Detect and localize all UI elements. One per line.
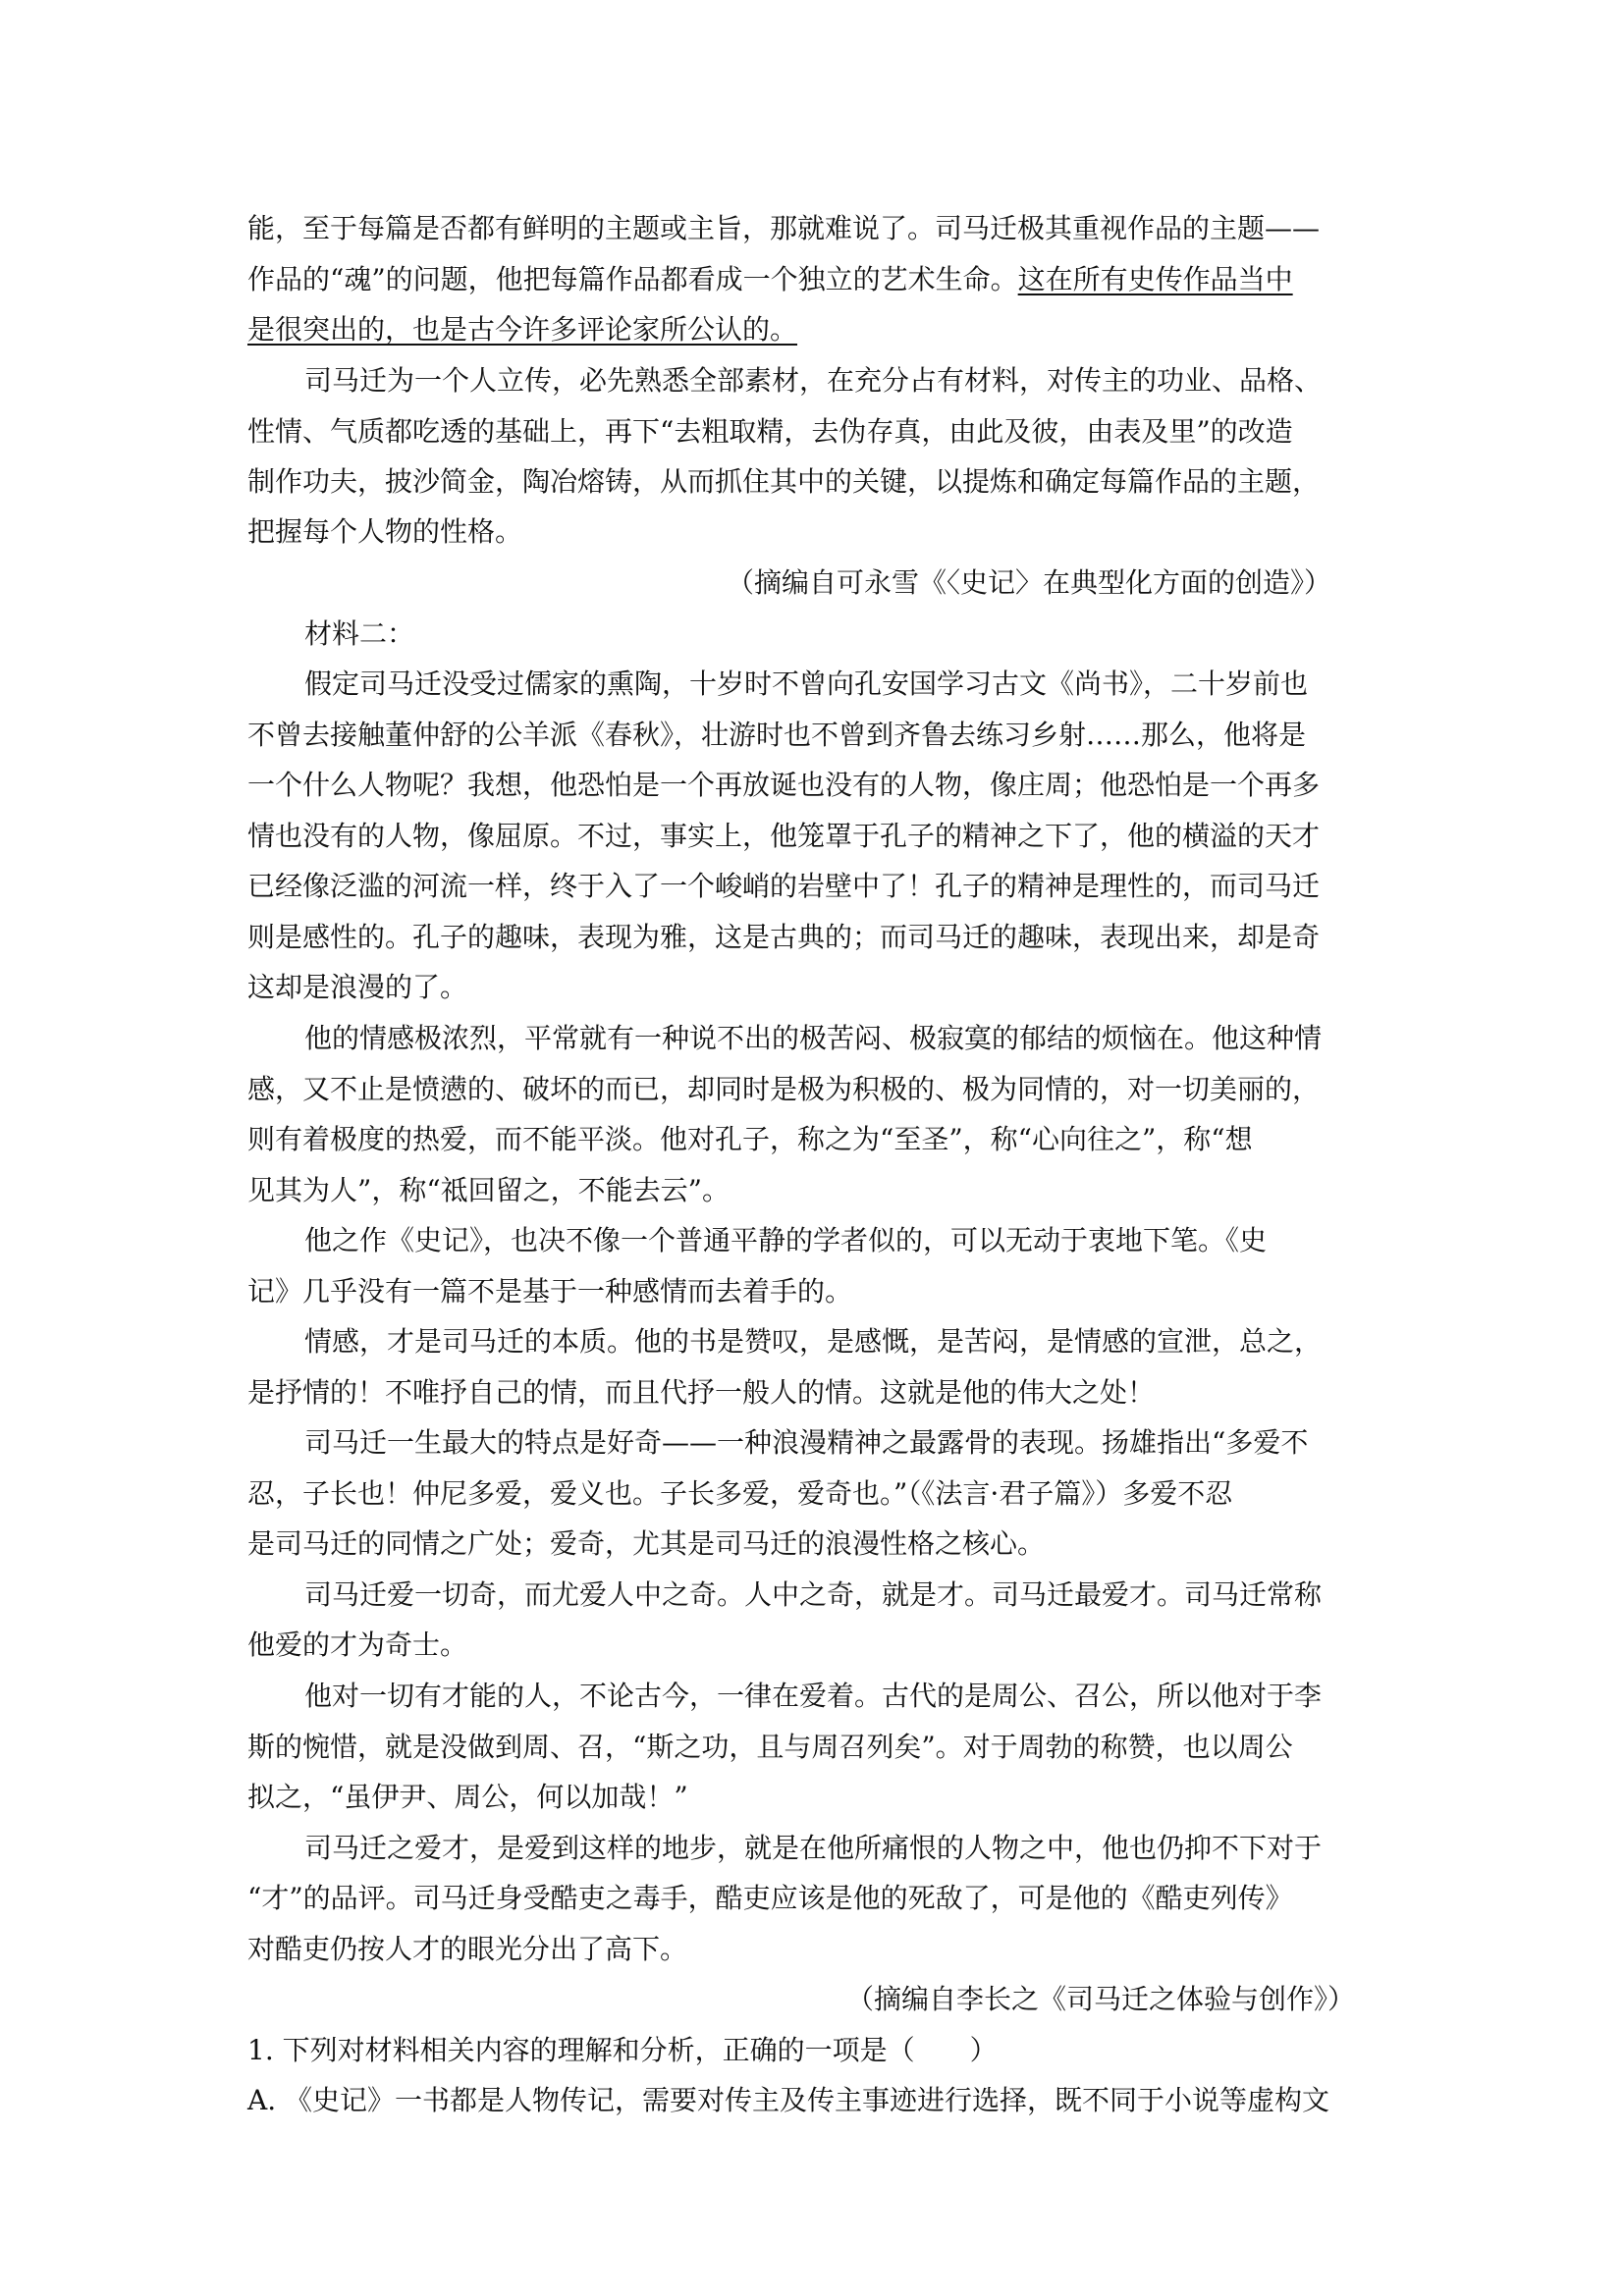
- text-line: 拟之，“虽伊尹、周公，何以加哉！”: [247, 1781, 688, 1813]
- text-line: 则有着极度的热爱，而不能平淡。他对孔子，称之为“至圣”，称“心向往之”，称“想: [247, 1123, 1253, 1155]
- text-line: 假定司马迁没受过儒家的熏陶，十岁时不曾向孔安国学习古文《尚书》，二十岁前也: [304, 667, 1309, 700]
- text-line: 不曾去接触董仲舒的公羊派《春秋》，壮游时也不曾到齐鲁去练习乡射……那么，他将是: [247, 719, 1307, 751]
- text-line: 斯的惋惜，就是没做到周、召，“斯之功，且与周召列矣”。对于周勃的称赞，也以周公: [247, 1731, 1293, 1763]
- text-line: 则是感性的。孔子的趣味，表现为雅，这是古典的；而司马迁的趣味，表现出来，却是奇: [247, 921, 1321, 953]
- text-line: 是抒情的！不唯抒自己的情，而且代抒一般人的情。这就是他的伟大之处！: [247, 1376, 1156, 1409]
- text-line: 这却是浪漫的了。: [247, 971, 468, 1003]
- source-citation: （摘编自可永雪《〈史记〉在典型化方面的创造》）: [727, 566, 1332, 599]
- text-line: 一个什么人物呢？我想，他恐怕是一个再放诞也没有的人物，像庄周；他恐怕是一个再多: [247, 769, 1321, 801]
- text-line: 司马迁一生最大的特点是好奇——一种浪漫精神之最露骨的表现。扬雄指出“多爱不: [304, 1426, 1309, 1459]
- text-line: 制作功夫，披沙简金，陶冶熔铸，从而抓住其中的关键，以提炼和确定每篇作品的主题，: [247, 465, 1321, 498]
- underlined-text-line: 是很突出的，也是古今许多评论家所公认的。: [247, 313, 798, 346]
- answer-option-a: A. 《史记》一书都是人物传记，需要对传主及传主事迹进行选择，既不同于小说等虚构文: [247, 2084, 1330, 2116]
- text-line: 见其为人”，称“祗回留之，不能去云”。: [247, 1174, 730, 1206]
- text-line: 司马迁为一个人立传，必先熟悉全部素材，在充分占有材料，对传主的功业、品格、: [304, 364, 1323, 397]
- section-heading: 材料二：: [304, 617, 415, 650]
- text-line: 对酷吏仍按人才的眼光分出了高下。: [247, 1933, 688, 1965]
- text-line: 感，又不止是愤懑的、破坏的而已，却同时是极为积极的、极为同情的，对一切美丽的，: [247, 1073, 1321, 1105]
- text-line: 性情、气质都吃透的基础上，再下“去粗取精，去伪存真，由此及彼，由表及里”的改造: [247, 415, 1293, 448]
- text-line: 忍，子长也！仲尼多爱，爱义也。子长多爱，爱奇也。”（《法言·君子篇》）多爱不忍: [247, 1477, 1233, 1510]
- text-line: 已经像泛滥的河流一样，终于入了一个峻峭的岩壁中了！孔子的精神是理性的，而司马迁: [247, 870, 1321, 902]
- text-line: 把握每个人物的性格。: [247, 515, 523, 548]
- text-line: 他爱的才为奇士。: [247, 1629, 468, 1661]
- text-line: 他对一切有才能的人，不论古今，一律在爱着。古代的是周公、召公，所以他对于李: [304, 1680, 1323, 1712]
- text-line: 司马迁爱一切奇，而尤爱人中之奇。人中之奇，就是才。司马迁最爱才。司马迁常称: [304, 1578, 1323, 1611]
- text-line: 是司马迁的同情之广处；爱奇，尤其是司马迁的浪漫性格之核心。: [247, 1527, 1046, 1560]
- text-line: “才”的品评。司马迁身受酷吏之毒手，酷吏应该是他的死敌了，可是他的《酷吏列传》: [247, 1882, 1293, 1914]
- text-line: [247, 260, 1293, 299]
- text-line: 能，至于每篇是否都有鲜明的主题或主旨，那就难说了。司马迁极其重视作品的主题——: [247, 212, 1321, 244]
- text-line: 情也没有的人物，像屈原。不过，事实上，他笼罩于孔子的精神之下了，他的横溢的天才: [247, 820, 1321, 852]
- text-line: 他之作《史记》，也决不像一个普通平静的学者似的，可以无动于衷地下笔。《史: [304, 1224, 1268, 1256]
- question-stem: 1. 下列对材料相关内容的理解和分析，正确的一项是（ ）: [247, 2034, 998, 2066]
- text-line: 情感，才是司马迁的本质。他的书是赞叹，是感慨，是苦闷，是情感的宣泄，总之，: [304, 1325, 1323, 1358]
- source-citation: （摘编自李长之《司马迁之体验与创作》）: [846, 1983, 1356, 2015]
- text-segment: 作品的“魂”的问题，他把每篇作品都看成一个独立的艺术生命。: [247, 263, 1018, 295]
- text-line: 记》几乎没有一篇不是基于一种感情而去着手的。: [247, 1275, 853, 1308]
- underlined-text: 这在所有史传作品当中: [1017, 263, 1293, 295]
- text-line: 他的情感极浓烈，平常就有一种说不出的极苦闷、极寂寞的郁结的烦恼在。他这种情: [304, 1022, 1323, 1054]
- text-line: 司马迁之爱才，是爱到这样的地步，就是在他所痛恨的人物之中，他也仍抑不下对于: [304, 1832, 1323, 1864]
